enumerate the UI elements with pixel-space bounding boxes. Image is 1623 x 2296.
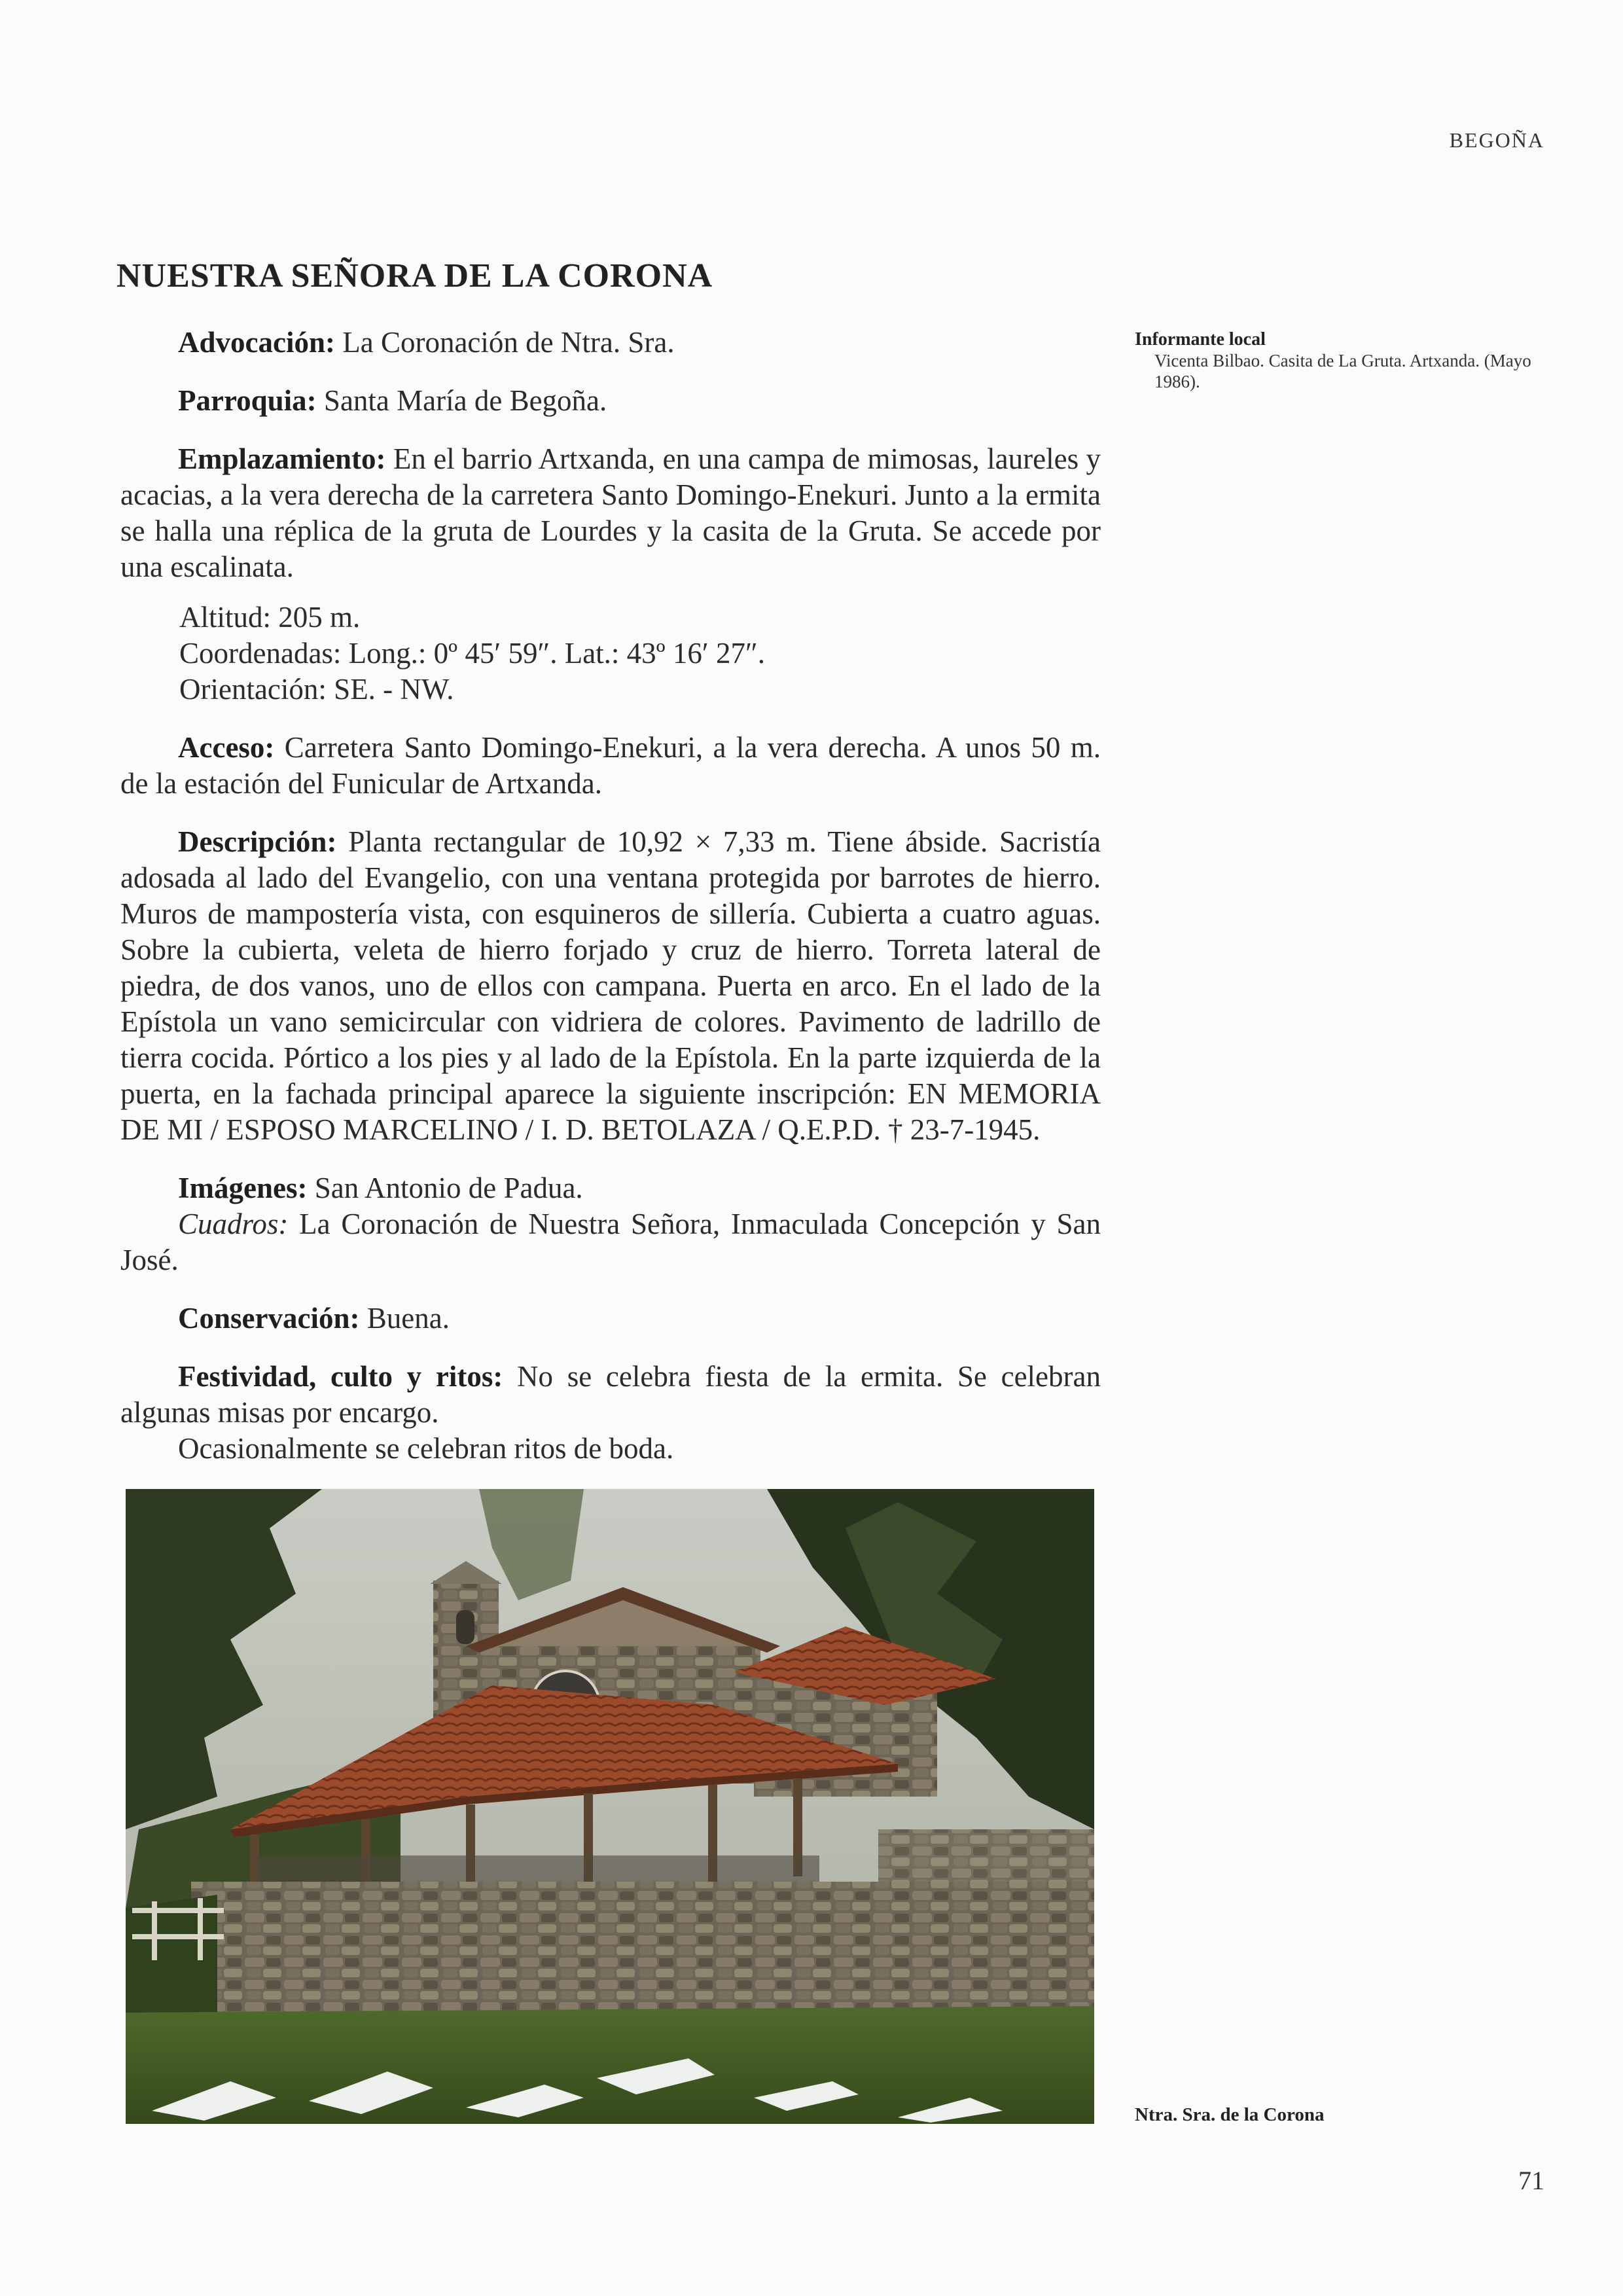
advocacion-text: La Coronación de Ntra. Sra. xyxy=(335,326,675,359)
orientacion: Orientación: SE. - NW. xyxy=(179,673,454,706)
emplazamiento-label: Emplazamiento: xyxy=(178,442,386,475)
altitud: Altitud: 205 m. xyxy=(179,601,361,634)
emplazamiento-text: En el barrio Artxanda, en una campa de mimosas, laureles y acacias, a la vera derecha de la carretera Santo Domingo-Enekuri. Junto a la ermita se halla una réplica de la gruta de Lourdes y la casita de la Gruta. Se accede por una escalinata. xyxy=(120,442,1101,583)
cuadros-entry xyxy=(120,1206,1101,1278)
imagenes-label: Imágenes: xyxy=(178,1172,308,1204)
side-note-title: Informante local xyxy=(1135,329,1266,350)
acceso-label: Acceso: xyxy=(178,731,275,764)
parroquia-entry xyxy=(120,383,1101,419)
ocasional-text: Ocasionalmente se celebran ritos de boda. xyxy=(178,1432,674,1465)
emplazamiento-entry xyxy=(120,441,1101,585)
conservacion-text: Buena. xyxy=(359,1302,450,1335)
running-head: BEGOÑA xyxy=(1449,128,1544,152)
festividad-label: Festividad, culto y ritos: xyxy=(178,1360,503,1393)
festividad-text: No se celebra fiesta de la ermita. Se celebran algunas misas por encargo. xyxy=(120,1360,1101,1429)
cuadros-text: La Coronación de Nuestra Señora, Inmaculada Concepción y San José. xyxy=(120,1208,1101,1276)
chapel-photo xyxy=(126,1489,1094,2124)
parroquia-text: Santa María de Begoña. xyxy=(316,384,607,417)
chapel-photo-drawing xyxy=(126,1489,1094,2124)
coordenadas: Coordenadas: Long.: 0º 45′ 59″. Lat.: 43º 16′ 27″. xyxy=(179,637,765,670)
descripcion-text: Planta rectangular de 10,92 × 7,33 m. Tiene ábside. Sacristía adosada al lado del Evangelio, con una ventana protegida por barrotes de hierro. Muros de mampostería vista, con esquineros de sillería. Cubierta a cuatro aguas. Sobre la cubierta, veleta de hierro forjado y cruz de hierro. Torreta lateral de piedra, de dos vanos, uno de ellos con campana. Puerta en arco. En el lado de la Epístola un vano semicircular con vidriera de colores. Pavimento de ladrillo de tierra cocida. Pórtico a los pies y al lado de la Epístola. En la parte izquierda de la puerta, en la fachada principal aparece la siguiente inscripción: EN MEMORIA DE MI / ESPOSO MARCELINO / I. D. BETOLAZA / Q.E.P.D. † 23-7-1945. xyxy=(120,825,1101,1146)
parroquia-label: Parroquia: xyxy=(178,384,317,417)
main-text xyxy=(120,325,1101,1467)
acceso-text: Carretera Santo Domingo-Enekuri, a la vera derecha. A unos 50 m. de la estación del Funicular de Artxanda. xyxy=(120,731,1101,800)
photo-caption: Ntra. Sra. de la Corona xyxy=(1135,2104,1325,2125)
conservacion-label: Conservación: xyxy=(178,1302,360,1335)
location-data xyxy=(120,600,1101,708)
cuadros-label: Cuadros: xyxy=(178,1208,289,1240)
festividad-entry xyxy=(120,1359,1101,1431)
advocacion-label: Advocación: xyxy=(178,326,335,359)
imagenes-text: San Antonio de Padua. xyxy=(307,1172,583,1204)
advocacion-entry xyxy=(120,325,1101,361)
page-title: NUESTRA SEÑORA DE LA CORONA xyxy=(116,257,713,295)
descripcion-entry xyxy=(120,824,1101,1148)
conservacion-entry xyxy=(120,1300,1101,1336)
side-note-body: Vicenta Bilbao. Casita de La Gruta. Artxanda. (Mayo 1986). xyxy=(1154,351,1531,391)
acceso-entry xyxy=(120,730,1101,802)
side-note xyxy=(1135,329,1531,392)
page-number: 71 xyxy=(1518,2166,1544,2195)
descripcion-label: Descripción: xyxy=(178,825,337,858)
imagenes-entry xyxy=(120,1170,1101,1206)
